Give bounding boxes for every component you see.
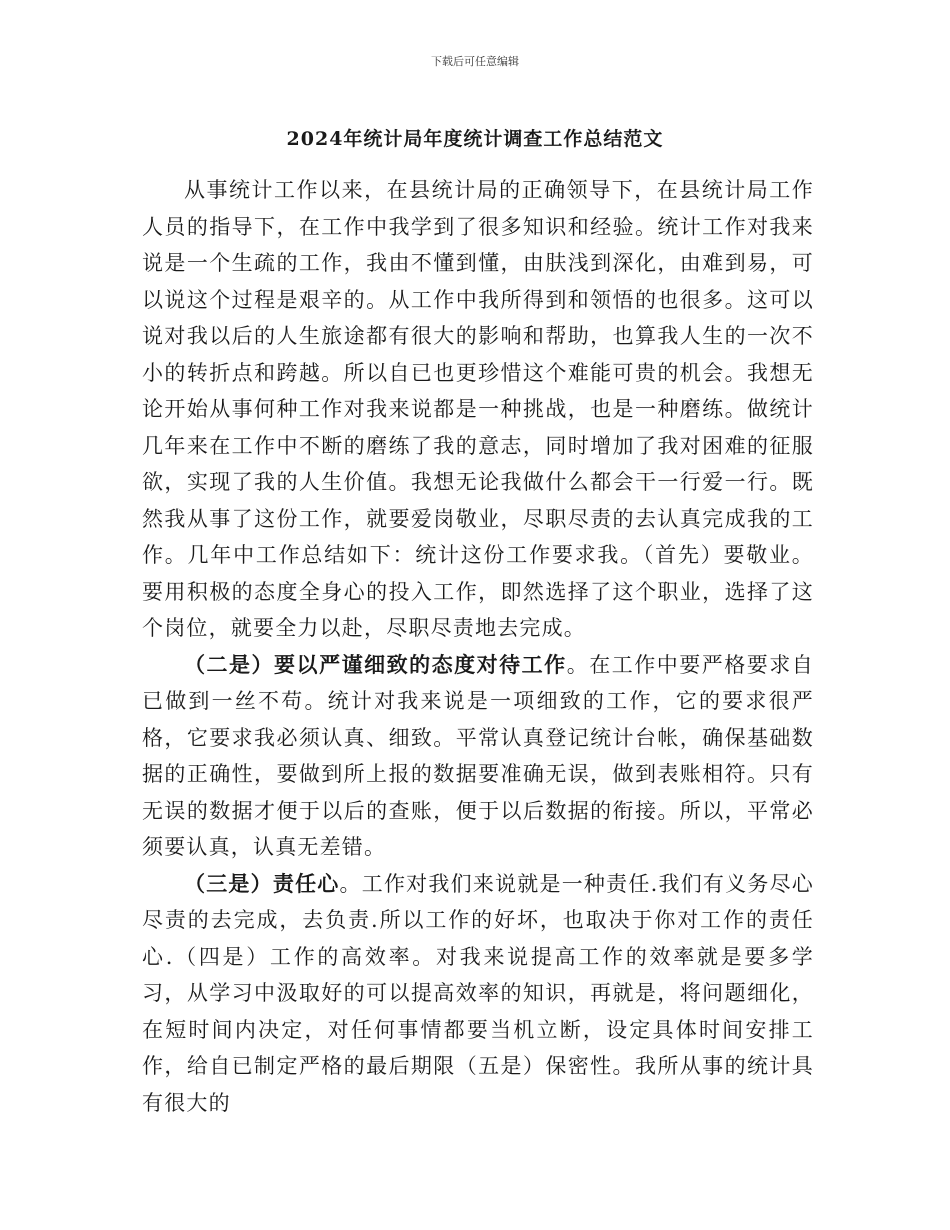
page-header: 下载后可任意编辑: [431, 55, 519, 68]
paragraph-3-text: 。工作对我们来说就是一种责任.我们有义务尽心尽责的去完成，去负责.所以工作的好坏，也取决于你对工作的责任心.（四是）工作的高效率。对我来说提高工作的效率就是要多学习，从学习中汲取好的可以提高效率的知识，再就是，将问题细化，在短时间内决定，对任何事情都要当机立断，设定具体时间安排工作，给自已制定严格的最后期限（五是）保密性。我所从事的统计具有很大的: [142, 871, 814, 1115]
document-title: 2024年统计局年度统计调查工作总结范文: [286, 128, 664, 150]
paragraph-2-text: 。在工作中要严格要求自已做到一丝不苟。统计对我来说是一项细致的工作，它的要求很严格，它要求我必须认真、细致。平常认真登记统计台帐，确保基础数据的正确性，要做到所上报的数据要准确无误，做到表账相符。只有无误的数据才便于以后的查账，便于以后数据的衔接。所以，平常必须要认真，认真无差错。: [142, 652, 814, 859]
paragraph-3: [142, 866, 814, 1122]
document-body: [142, 172, 814, 1121]
paragraph-1: [142, 172, 814, 647]
paragraph-2: [142, 647, 814, 866]
paragraph-3-heading: （三是）责任心: [184, 870, 340, 896]
paragraph-2-heading: （二是）要以严谨细致的态度对待工作: [184, 651, 567, 677]
paragraph-1-text: 从事统计工作以来，在县统计局的正确领导下，在县统计局工作人员的指导下，在工作中我学到了很多知识和经验。统计工作对我来说是一个生疏的工作，我由不懂到懂，由肤浅到深化，由难到易，可以说这个过程是艰辛的。从工作中我所得到和领悟的也很多。这可以说对我以后的人生旅途都有很大的影响和帮助，也算我人生的一次不小的转折点和跨越。所以自已也更珍惜这个难能可贵的机会。我想无论开始从事何种工作对我来说都是一种挑战，也是一种磨练。做统计几年来在工作中不断的磨练了我的意志，同时增加了我对困难的征服欲，实现了我的人生价值。我想无论我做什么都会干一行爱一行。既然我从事了这份工作，就要爱岗敬业，尽职尽责的去认真完成我的工作。几年中工作总结如下：统计这份工作要求我。（首先）要敬业。要用积极的态度全身心的投入工作，即然选择了这个职业，选择了这个岗位，就要全力以赴，尽职尽责地去完成。: [142, 178, 814, 640]
